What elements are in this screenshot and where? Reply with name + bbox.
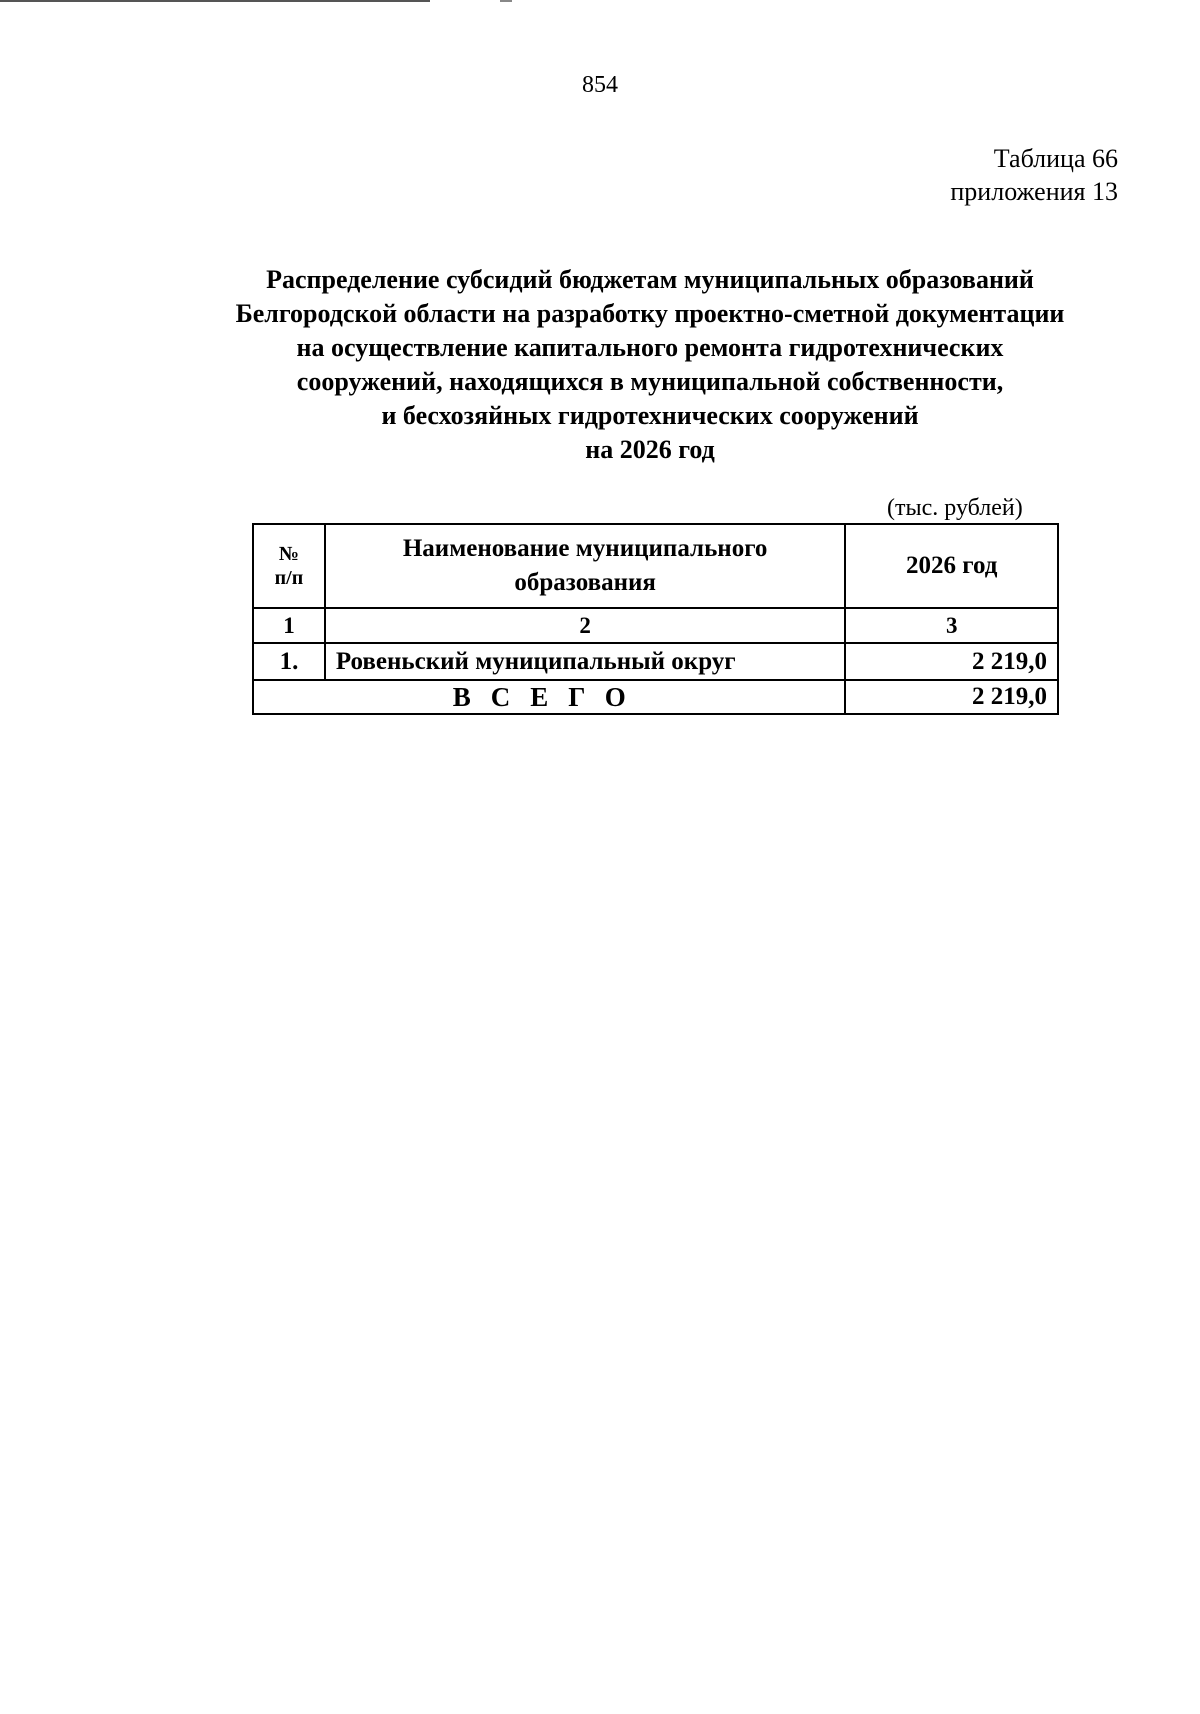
header-name-cell	[325, 524, 846, 608]
table-reference-line-1: Таблица 66	[993, 144, 1118, 173]
header-number-cell	[253, 524, 325, 608]
header-number-abbr: п/п	[274, 567, 304, 589]
column-number-cell: 1	[253, 608, 325, 643]
row-value-cell: 2 219,0	[845, 643, 1058, 680]
scan-edge-line	[0, 0, 430, 2]
scan-edge-mark	[500, 0, 512, 2]
header-number-symbol: №	[278, 543, 299, 565]
title-line: на осуществление капитального ремонта гидротехнических	[296, 333, 1004, 362]
title-line: Белгородской области на разработку проектно-сметной документации	[235, 299, 1065, 328]
title-line: и бесхозяйных гидротехнических сооружений	[381, 401, 919, 430]
units-note: (тыс. рублей)	[887, 495, 1023, 521]
column-number-cell: 2	[325, 608, 846, 643]
title-line: Распределение субсидий бюджетам муниципальных образований	[266, 265, 1034, 294]
page-number: 854	[582, 72, 618, 98]
table-reference	[950, 142, 1118, 208]
row-index-cell: 1.	[253, 643, 325, 680]
title-line: на 2026 год	[585, 435, 715, 464]
document-title	[100, 263, 1200, 467]
row-name-cell: Ровеньский муниципальный округ	[325, 643, 846, 680]
table-row	[253, 643, 1058, 680]
table-header-row	[253, 524, 1058, 608]
column-number-row	[253, 608, 1058, 643]
header-name-line-1: Наименование муниципального	[402, 535, 768, 562]
total-row	[253, 680, 1058, 714]
total-label-cell: ВСЕГО	[253, 680, 845, 714]
subsidy-table	[252, 523, 1059, 715]
column-number-cell: 3	[845, 608, 1058, 643]
header-name-line-2: образования	[514, 569, 656, 596]
title-line: сооружений, находящихся в муниципальной собственности,	[296, 367, 1004, 396]
header-year-cell: 2026 год	[845, 524, 1058, 608]
total-value-cell: 2 219,0	[845, 680, 1058, 714]
table-reference-line-2: приложения 13	[950, 177, 1118, 206]
